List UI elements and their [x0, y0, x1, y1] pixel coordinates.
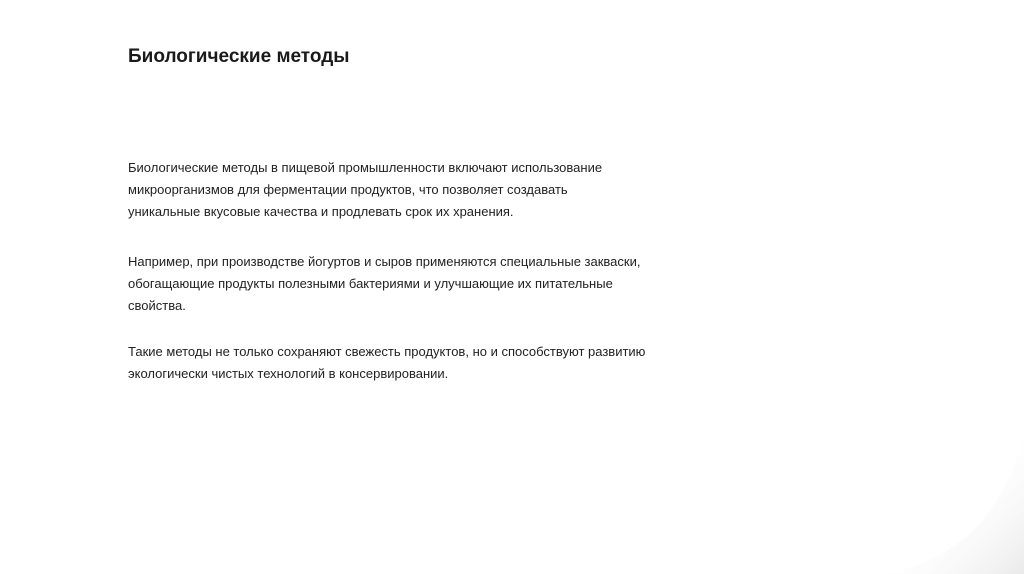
- paragraph-line: уникальные вкусовые качества и продлевать срок их хранения.: [128, 204, 514, 219]
- paragraph-line: Биологические методы в пищевой промышленности включают использование: [128, 160, 603, 175]
- paragraph-line: Например, при производстве йогуртов и сыров применяются специальные закваски,: [128, 254, 641, 269]
- paragraph-line: экологически чистых технологий в консервировании.: [128, 366, 449, 381]
- slide-title: Биологические методы: [128, 46, 350, 67]
- paragraph-3: [128, 341, 645, 385]
- paragraph-1: [128, 157, 602, 223]
- paragraph-line: обогащающие продукты полезными бактериями и улучшающие их питательные: [128, 276, 613, 291]
- paragraph-line: Такие методы не только сохраняют свежесть продуктов, но и способствуют развитию: [128, 344, 646, 359]
- page-curl-shadow: [884, 434, 1024, 574]
- paragraph-line: микроорганизмов для ферментации продуктов, что позволяет создавать: [128, 182, 568, 197]
- paragraph-2: [128, 251, 640, 317]
- paragraph-line: свойства.: [128, 298, 186, 313]
